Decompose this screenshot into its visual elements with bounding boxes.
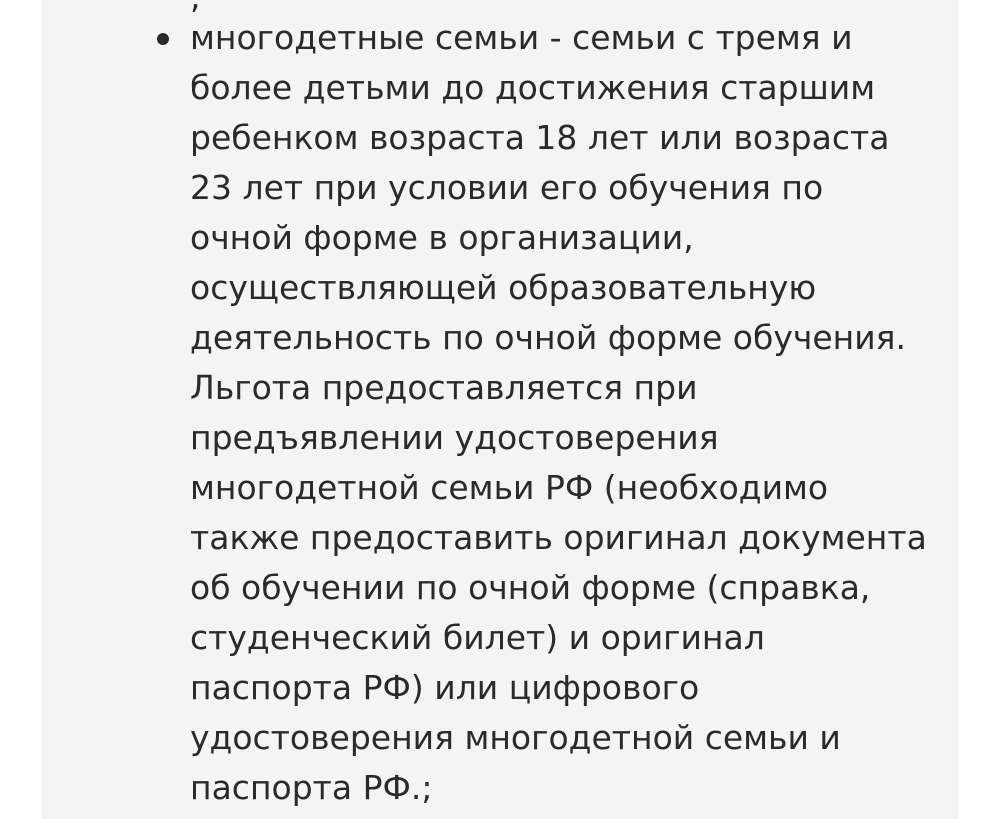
text-line: удостоверения многодетной семьи и bbox=[190, 718, 841, 757]
text-line: деятельность по очной форме обучения. bbox=[190, 318, 907, 357]
text-line: паспорта РФ.; bbox=[190, 768, 433, 807]
text-line: очной форме в организации, bbox=[190, 218, 694, 257]
text-line: многодетные семьи - семьи с тремя и bbox=[190, 18, 853, 57]
text-line: об обучении по очной форме (справка, bbox=[190, 568, 871, 607]
text-line: Льгота предоставляется при bbox=[190, 368, 698, 407]
text-line: студенческий билет) и оригинал bbox=[190, 618, 765, 657]
text-line: предъявлении удостоверения bbox=[190, 418, 719, 457]
text-line: 23 лет при условии его обучения по bbox=[190, 168, 824, 207]
text-line: паспорта РФ) или цифрового bbox=[190, 668, 700, 707]
text-line: также предоставить оригинал документа bbox=[190, 518, 927, 557]
text-line: ребенком возраста 18 лет или возраста bbox=[190, 118, 890, 157]
bullet-icon bbox=[157, 33, 169, 45]
text-line: более детьми до достижения старшим bbox=[190, 68, 876, 107]
text-line: многодетной семьи РФ (необходимо bbox=[190, 468, 829, 507]
text-line: осуществляющей образовательную bbox=[190, 268, 817, 307]
list-item-text bbox=[190, 13, 950, 813]
